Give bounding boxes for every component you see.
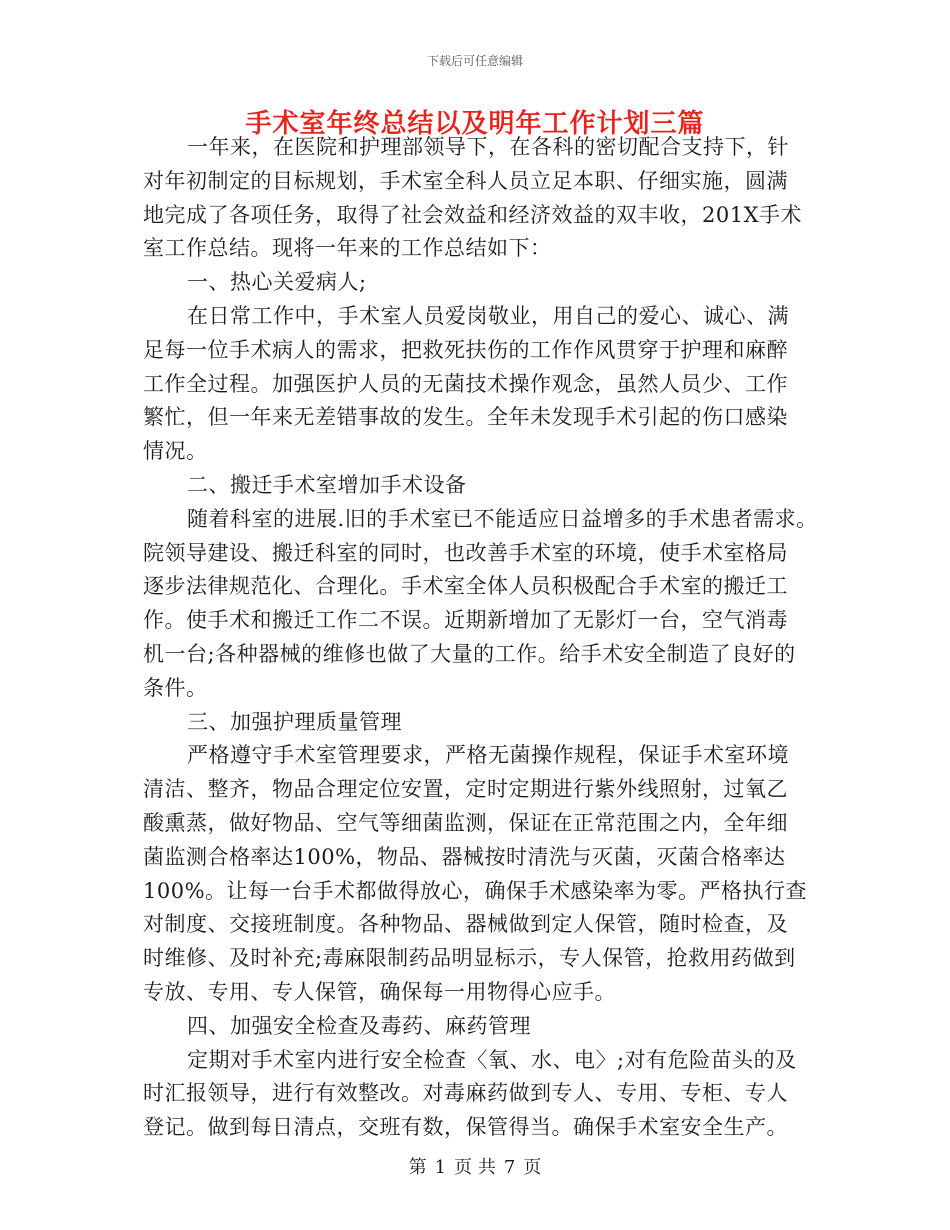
paragraph-line: 作。使手术和搬迁工作二不误。近期新增加了无影灯一台，空气消毒 — [143, 608, 788, 633]
paragraph-line: 酸熏蒸，做好物品、空气等细菌监测，保证在正常范围之内，全年细 — [143, 810, 788, 835]
paragraph-line: 严格遵守手术室管理要求，严格无菌操作规程，保证手术室环境 — [187, 743, 789, 768]
paragraph-line: 随着科室的进展.旧的手术室已不能适应日益增多的手术患者需求。 — [187, 506, 818, 531]
paragraph-line: 时维修、及时补充;毒麻限制药品明显标示，专人保管，抢救用药做到 — [143, 946, 796, 971]
page-footer — [0, 1153, 950, 1179]
paragraph-line: 对年初制定的目标规划，手术室全科人员立足本职、仔细实施，圆满 — [143, 168, 788, 193]
paragraph-line: 逐步法律规范化、合理化。手术室全体人员积极配合手术室的搬迁工 — [143, 574, 788, 599]
paragraph-line: 院领导建设、搬迁科室的同时，也改善手术室的环境，使手术室格局 — [143, 540, 788, 565]
paragraph-line: 繁忙，但一年来无差错事故的发生。全年未发现手术引起的伤口感染 — [143, 405, 788, 430]
section-heading: 二、搬迁手术室增加手术设备 — [187, 472, 467, 497]
document-body — [143, 131, 833, 1145]
header-note: 下载后可任意编辑 — [426, 54, 523, 68]
paragraph-line: 专放、专用、专人保管，确保每一用物得心应手。 — [143, 979, 616, 1004]
section-heading: 一、热心关爱病人; — [187, 270, 367, 295]
paragraph-line: 100%。让每一台手术都做得放心，确保手术感染率为零。严格执行查 — [143, 878, 808, 903]
footer-prefix: 第 — [408, 1157, 427, 1178]
paragraph-line: 一年来，在医院和护理部领导下，在各科的密切配合支持下，针 — [187, 135, 789, 159]
paragraph-line: 机一台;各种器械的维修也做了大量的工作。给手术安全制造了良好的 — [143, 641, 796, 666]
paragraph-line: 条件。 — [143, 675, 208, 700]
paragraph-line: 工作全过程。加强医护人员的无菌技术操作观念，虽然人员少、工作 — [143, 371, 788, 396]
paragraph-line: 在日常工作中，手术室人员爱岗敬业，用自己的爱心、诚心、满 — [187, 303, 789, 328]
paragraph-line: 对制度、交接班制度。各种物品、器械做到定人保管，随时检查，及 — [143, 912, 788, 937]
paragraph-line: 足每一位手术病人的需求，把救死扶伤的工作作风贯穿于护理和麻醉 — [143, 337, 788, 362]
paragraph-line: 时汇报领导，进行有效整改。对毒麻药做到专人、专用、专柜、专人 — [143, 1081, 788, 1106]
paragraph-line: 地完成了各项任务，取得了社会效益和经济效益的双丰收，201X手术 — [143, 202, 803, 227]
footer-suffix: 页 — [523, 1157, 542, 1178]
paragraph-line: 菌监测合格率达100%，物品、器械按时清洗与灭菌，灭菌合格率达 — [143, 844, 786, 869]
paragraph-line: 清洁、整齐，物品合理定位安置，定时定期进行紫外线照射，过氧乙 — [143, 777, 788, 802]
paragraph-line: 室工作总结。现将一年来的工作总结如下： — [143, 236, 552, 261]
paragraph-line: 定期对手术室内进行安全检查〈氧、水、电〉;对有危险苗头的及 — [187, 1047, 797, 1072]
paragraph-line: 情况。 — [143, 439, 208, 464]
footer-total-pages: 7 — [503, 1157, 516, 1178]
section-heading: 四、加强安全检查及毒药、麻药管理 — [187, 1013, 531, 1038]
section-heading: 三、加强护理质量管理 — [187, 709, 402, 734]
paragraph-line: 登记。做到每日清点，交班有数，保管得当。确保手术室安全生产。 — [143, 1115, 788, 1140]
document-title: 手术室年终总结以及明年工作计划三篇 — [245, 109, 705, 139]
footer-middle: 页 共 — [454, 1157, 496, 1178]
footer-page-number: 1 — [434, 1157, 447, 1178]
